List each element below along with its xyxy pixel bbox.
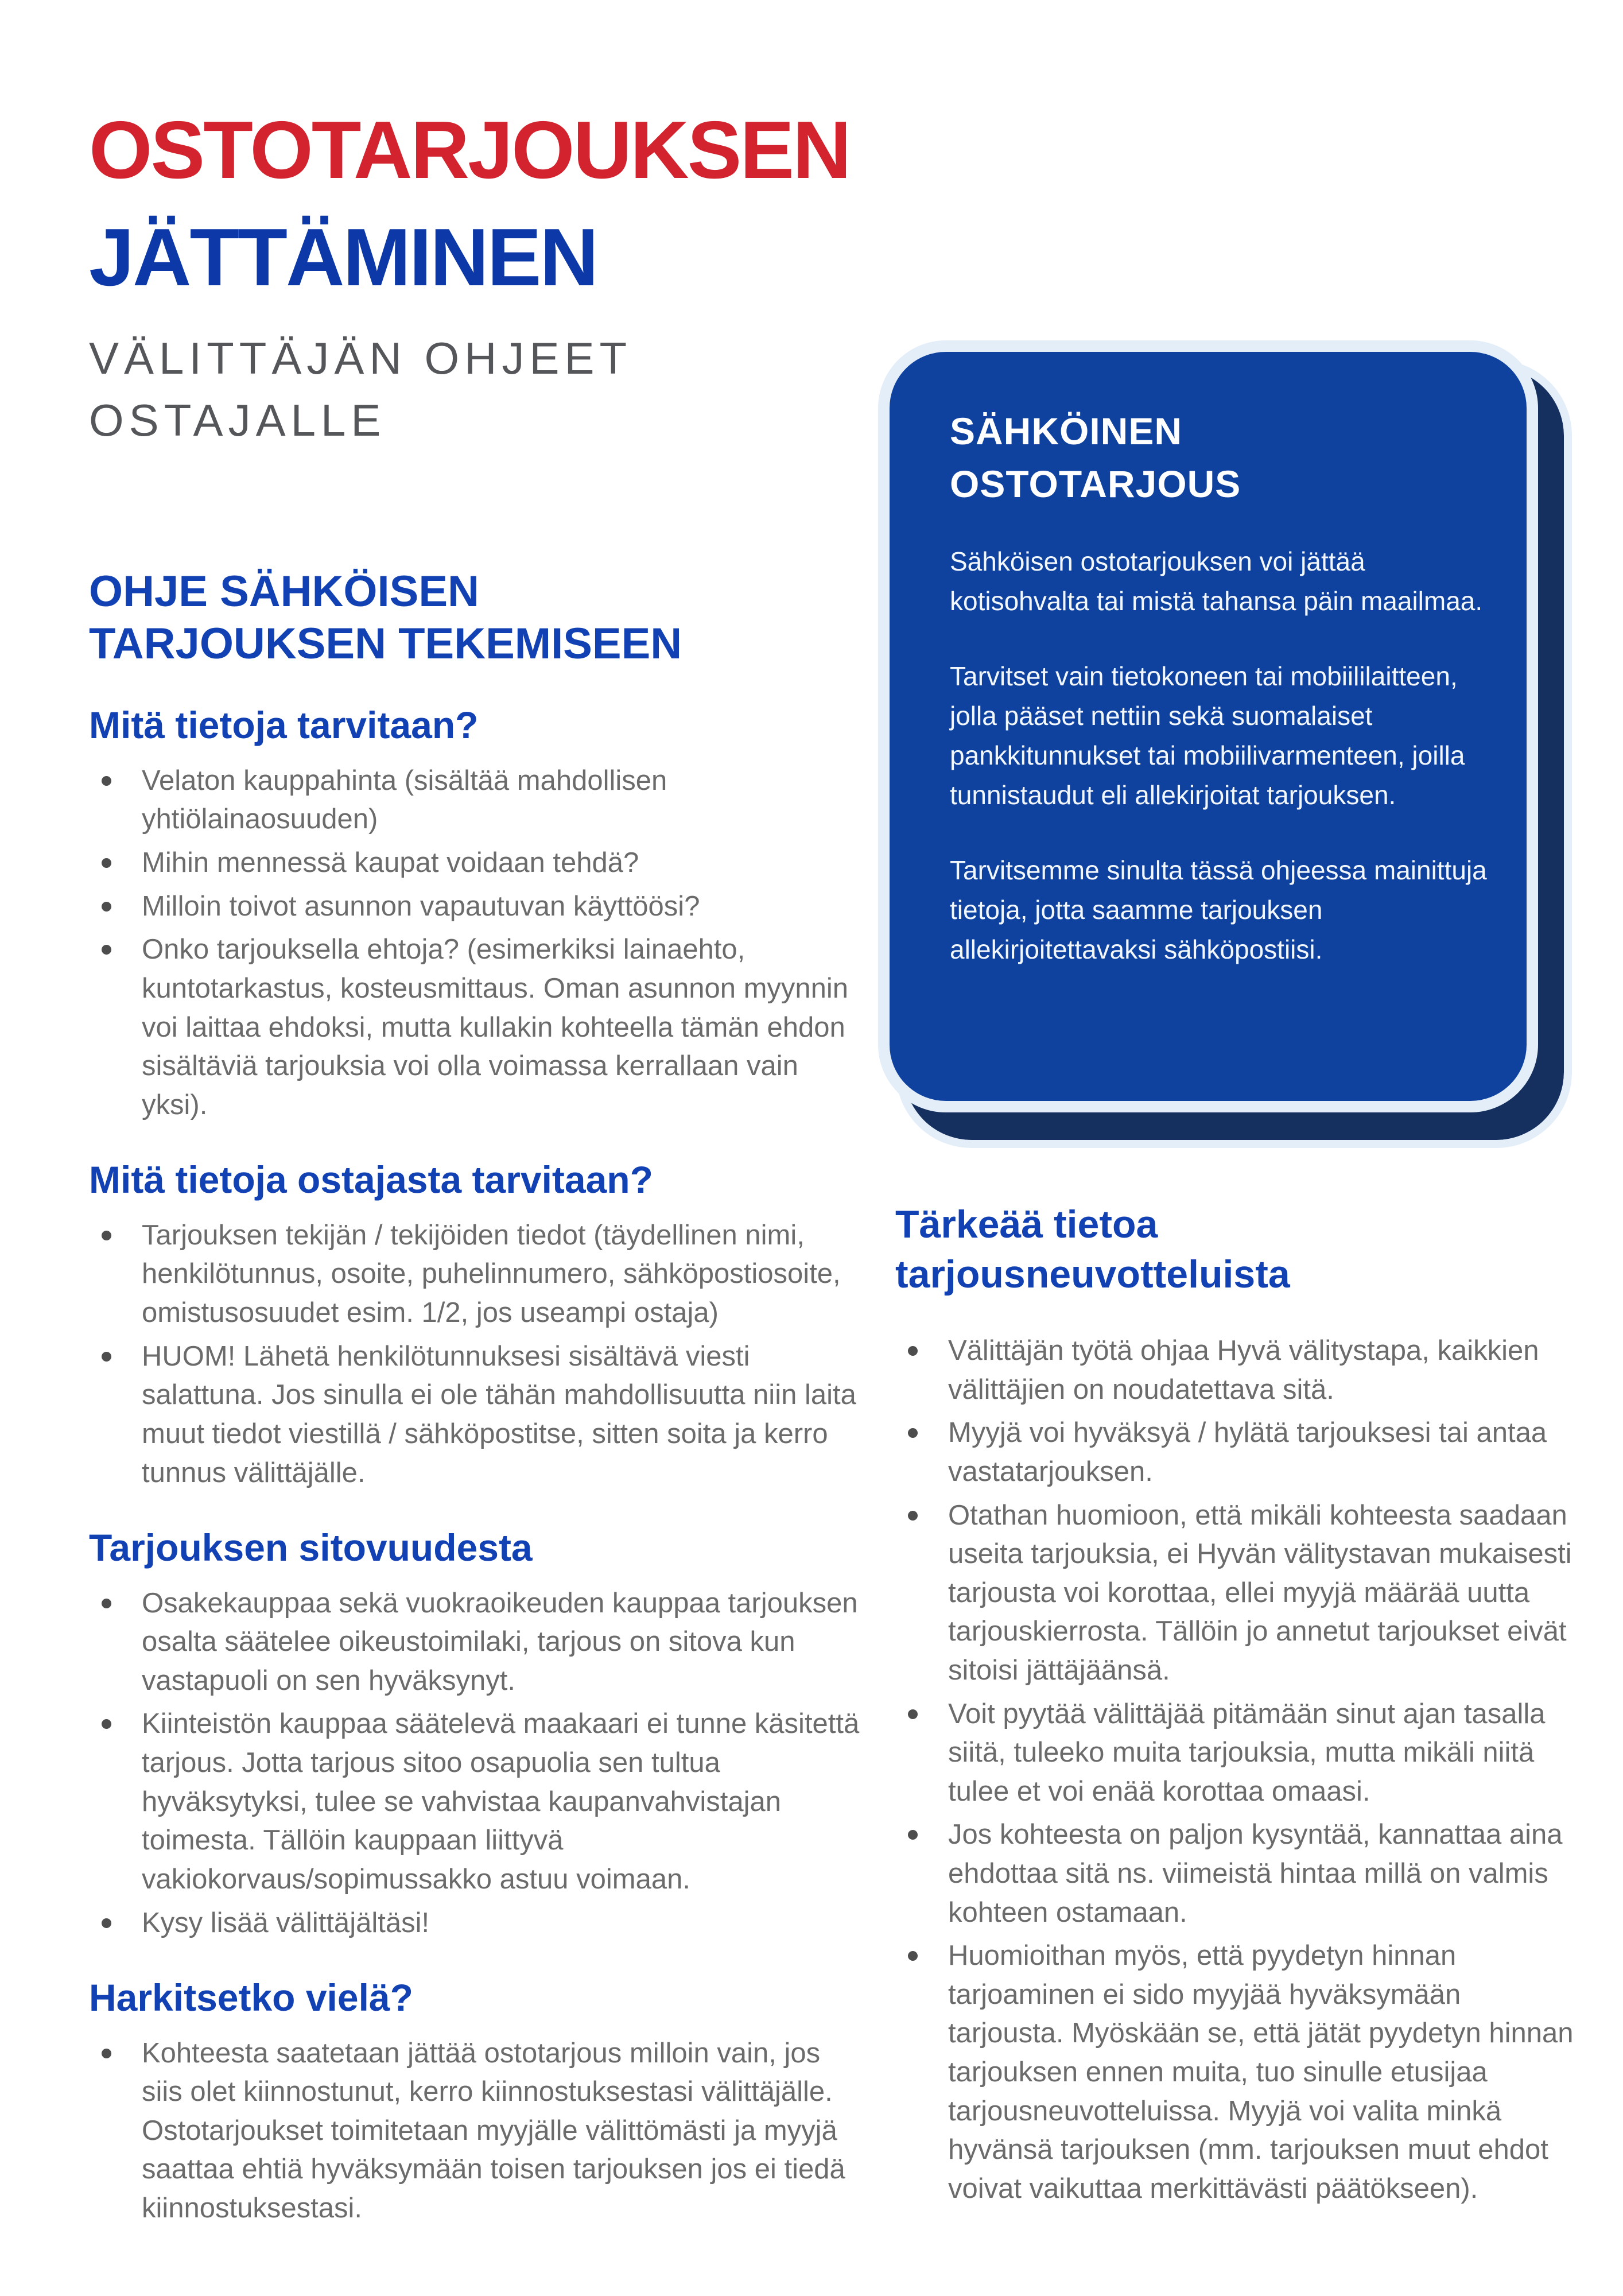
- page-subtitle: [89, 328, 904, 451]
- subsection-heading: Mitä tietoja tarvitaan?: [89, 704, 479, 747]
- list-item: HUOM! Lähetä henkilötunnuksesi sisältävä viesti salattuna. Jos sinulla ei ole tähän mahdollisuutta niin laita muut tiedot viestillä / sähköpostitse, sitten soita ja kerro tunnus välittäjälle.: [89, 1337, 861, 1492]
- section-heading-ohje-line1: OHJE SÄHKÖISEN: [89, 567, 479, 616]
- infobox-paragraph: Tarvitsemme sinulta tässä ohjeessa mainittuja tietoja, jotta saamme tarjouksen allekirjoitettavaksi sähköpostiisi.: [950, 855, 1487, 964]
- page-title-line2: JÄTTÄMINEN: [89, 212, 597, 304]
- section-heading-tarkeaa-line2: tarjousneuvotteluista: [895, 1252, 1290, 1297]
- bullet-list: [895, 1332, 1581, 2208]
- subsection-heading: Tarjouksen sitovuudesta: [89, 1526, 533, 1569]
- infobox-paragraph: Tarvitset vain tietokoneen tai mobiililaitteen, jolla pääset nettiin sekä suomalaiset pankkitunnukset tai mobiilivarmenteen, joilla tunnistaudut eli allekirjoitat tarjouksen.: [950, 661, 1465, 810]
- list-item: Milloin toivot asunnon vapautuvan käyttöösi?: [89, 887, 861, 926]
- section-heading-tarkeaa-tietoa: [895, 1200, 1581, 1300]
- list-item: Jos kohteesta on paljon kysyntää, kannattaa aina ehdottaa sitä ns. viimeistä hintaa millä on valmis kohteen ostamaan.: [895, 1816, 1581, 1932]
- infobox-heading-line2: OSTOTARJOUS: [950, 463, 1241, 506]
- list-item: Mihin mennessä kaupat voidaan tehdä?: [89, 844, 861, 883]
- list-item: Velaton kauppahinta (sisältää mahdollisen yhtiölainaosuuden): [89, 762, 861, 839]
- infobox-sahkoinen-ostotarjous: [878, 340, 1572, 1150]
- list-item: Kysy lisää välittäjältäsi!: [89, 1904, 861, 1943]
- list-item: Osakekauppaa sekä vuokraoikeuden kauppaa tarjouksen osalta säätelee oikeustoimilaki, tarjous on sitova kun vastapuoli on sen hyväksynyt.: [89, 1584, 861, 1701]
- bullet-list: [89, 762, 861, 1124]
- subsection-tarjouksen-sitovuudesta: [89, 1524, 861, 1942]
- page-subtitle-line1: VÄLITTÄJÄN OHJEET: [89, 332, 632, 383]
- list-item: Kohteesta saatetaan jättää ostotarjous milloin vain, jos siis olet kiinnostunut, kerro kiinnostuksestasi välittäjälle. Ostotarjoukset toimitetaan myyjälle välittömästi ja myyjä saattaa ehtiä hyväksymään toisen tarjouksen jos ei tiedä kiinnostuksestasi.: [89, 2034, 861, 2228]
- list-item: Voit pyytää välittäjää pitämään sinut ajan tasalla siitä, tuleeko muita tarjouksia, mutta mikäli niitä tulee et voi enää korottaa omaasi.: [895, 1695, 1581, 1812]
- page-title: [89, 96, 904, 312]
- infobox-paragraph: Sähköisen ostotarjouksen voi jättää kotisohvalta tai mistä tahansa päin maailmaa.: [950, 546, 1483, 616]
- subsection-mita-tietoja-tarvitaan: [89, 701, 861, 1124]
- list-item: Kiinteistön kauppaa säätelevä maakaari ei tunne käsitettä tarjous. Jotta tarjous sitoo osapuolia sen tultua hyväksytyksi, tulee se vahvistaa kaupanvahvistajan toimesta. Tällöin kauppaan liittyvä vakiokorvaus/sopimussakko astuu voimaan.: [89, 1705, 861, 1899]
- infobox-heading-line1: SÄHKÖINEN: [950, 410, 1183, 452]
- subsection-heading: Mitä tietoja ostajasta tarvitaan?: [89, 1158, 653, 1201]
- bullet-list: [89, 1216, 861, 1492]
- section-heading-tarkeaa-line1: Tärkeää tietoa: [895, 1203, 1158, 1246]
- infobox-heading: [950, 405, 1495, 511]
- right-column: [895, 1200, 1581, 2213]
- subsection-harkitsetko-viela: [89, 1974, 861, 2228]
- list-item: Otathan huomioon, että mikäli kohteesta saadaan useita tarjouksia, ei Hyvän välitystavan mukaisesti tarjousta voi korottaa, ellei myyjä määrää uutta tarjouskierrosta. Tällöin jo annetut tarjoukset eivät sitoisi jättäjäänsä.: [895, 1496, 1581, 1690]
- section-heading-ohje-line2: TARJOUKSEN TEKEMISEEN: [89, 619, 682, 669]
- page-title-line1: OSTOTARJOUKSEN: [89, 104, 850, 196]
- list-item: Tarjouksen tekijän / tekijöiden tiedot (täydellinen nimi, henkilötunnus, osoite, puhelinnumero, sähköpostiosoite, omistusosuudet esim. 1/2, jos useampi ostaja): [89, 1216, 861, 1333]
- section-heading-ohje: [89, 565, 861, 670]
- list-item: Myyjä voi hyväksyä / hylätä tarjouksesi tai antaa vastatarjouksen.: [895, 1414, 1581, 1491]
- infobox-card: [878, 340, 1538, 1112]
- list-item: Huomioithan myös, että pyydetyn hinnan tarjoaminen ei sido myyjää hyväksymään tarjousta. Myöskään se, että jätät pyydetyn hinnan tarjouksen ennen muita, tuo sinulle etusijaa tarjousneuvotteluissa. Myyjä voi valita minkä hyvänsä tarjouksen (mm. tarjouksen muut ehdot voivat vaikuttaa merkittävästi päätökseen).: [895, 1937, 1581, 2208]
- subsection-heading: Harkitsetko vielä?: [89, 1976, 413, 2019]
- list-item: Välittäjän työtä ohjaa Hyvä välitystapa, kaikkien välittäjien on noudatettava sitä.: [895, 1332, 1581, 1409]
- masthead: [89, 96, 904, 451]
- bullet-list: [89, 2034, 861, 2228]
- page-subtitle-line2: OSTAJALLE: [89, 394, 386, 445]
- bullet-list: [89, 1584, 861, 1942]
- list-item: Onko tarjouksella ehtoja? (esimerkiksi lainaehto, kuntotarkastus, kosteusmittaus. Oman asunnon myynnin voi laittaa ehdoksi, mutta kullakin kohteella tämän ehdon sisältäviä tarjouksia voi olla voimassa kerrallaan vain yksi).: [89, 930, 861, 1124]
- subsection-mita-tietoja-ostajasta: [89, 1156, 861, 1492]
- left-column: [89, 565, 861, 2233]
